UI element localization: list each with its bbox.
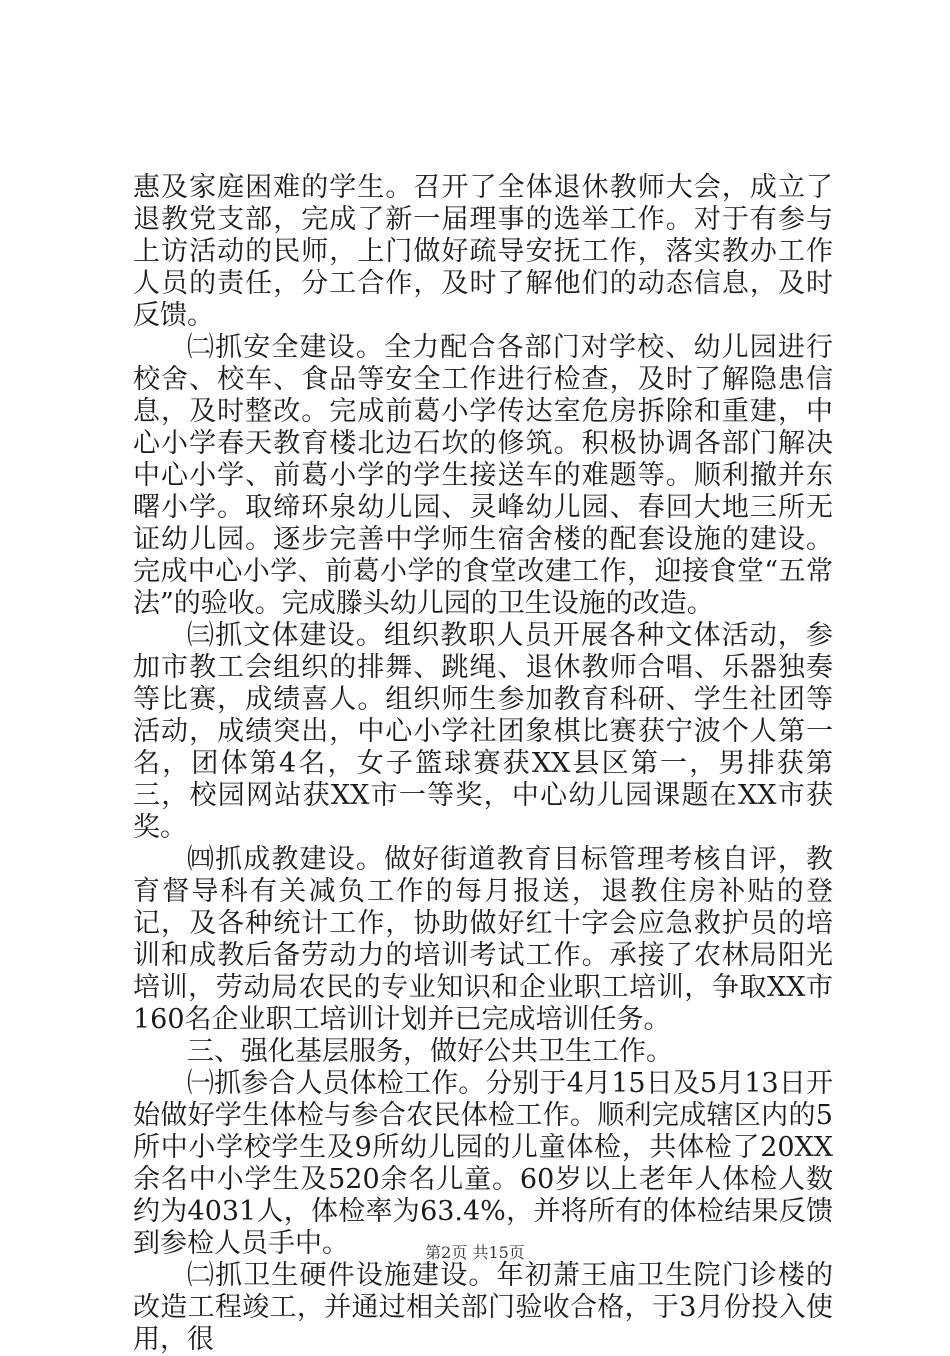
page-number-footer: 第2页 共15页 [425, 1243, 525, 1262]
section-heading-public-health: 三、强化基层服务，做好公共卫生工作。 [187, 1036, 673, 1067]
paragraph-continuation: 惠及家庭困难的学生。召开了全体退休教师大会，成立了退教党支部，完成了新一届理事的选举工作。对于有参与上访活动的民师，上门做好疏导安抚工作，落实教办工作人员的责任，分工合作，及时了解他们的动态信息，及时反馈。 [133, 172, 833, 331]
document-body [133, 172, 833, 1356]
paragraph-safety: ㈡抓安全建设。全力配合各部门对学校、幼儿园进行校舍、校车、食品等安全工作进行检查，及时了解隐患信息，及时整改。完成前葛小学传达室危房拆除和重建，中心小学春天教育楼北边石坎的修筑。积极协调各部门解决中心小学、前葛小学的学生接送车的难题等。顺利撤并东曙小学。取缔环泉幼儿园、灵峰幼儿园、春回大地三所无证幼儿园。逐步完善中学师生宿舍楼的配套设施的建设。完成中心小学、前葛小学的食堂改建工作，迎接食堂“五常法”的验收。完成滕头幼儿园的卫生设施的改造。 [133, 332, 833, 619]
paragraph-health-checkup: ㈠抓参合人员体检工作。分别于4月15日及5月13日开始做好学生体检与参合农民体检工作。顺利完成辖区内的5所中小学校学生及9所幼儿园的儿童体检，共体检了20XX余名中小学生及520余名儿童。60岁以上老年人体检人数约为4031人，体检率为63.4%，并将所有的体检结果反馈到参检人员手中。 [133, 1068, 833, 1259]
paragraph-culture-sports: ㈢抓文体建设。组织教职人员开展各种文体活动，参加市教工会组织的排舞、跳绳、退休教师合唱、乐器独奏等比赛，成绩喜人。组织师生参加教育科研、学生社团等活动，成绩突出，中心小学社团象棋比赛获宁波个人第一名，团体第4名，女子篮球赛获XX县区第一，男排获第三，校园网站获XX市一等奖，中心幼儿园课题在XX市获奖。 [133, 620, 833, 843]
paragraph-health-facilities: ㈡抓卫生硬件设施建设。年初萧王庙卫生院门诊楼的改造工程竣工，并通过相关部门验收合格，于3月份投入使用，很 [133, 1260, 833, 1355]
paragraph-adult-education: ㈣抓成教建设。做好街道教育目标管理考核自评，教育督导科有关减负工作的每月报送，退教住房补贴的登记，及各种统计工作，协助做好红十字会应急救护员的培训和成教后备劳动力的培训考试工作。承接了农林局阳光培训，劳动局农民的专业知识和企业职工培训，争取XX市160名企业职工培训计划并已完成培训任务。 [133, 844, 833, 1035]
